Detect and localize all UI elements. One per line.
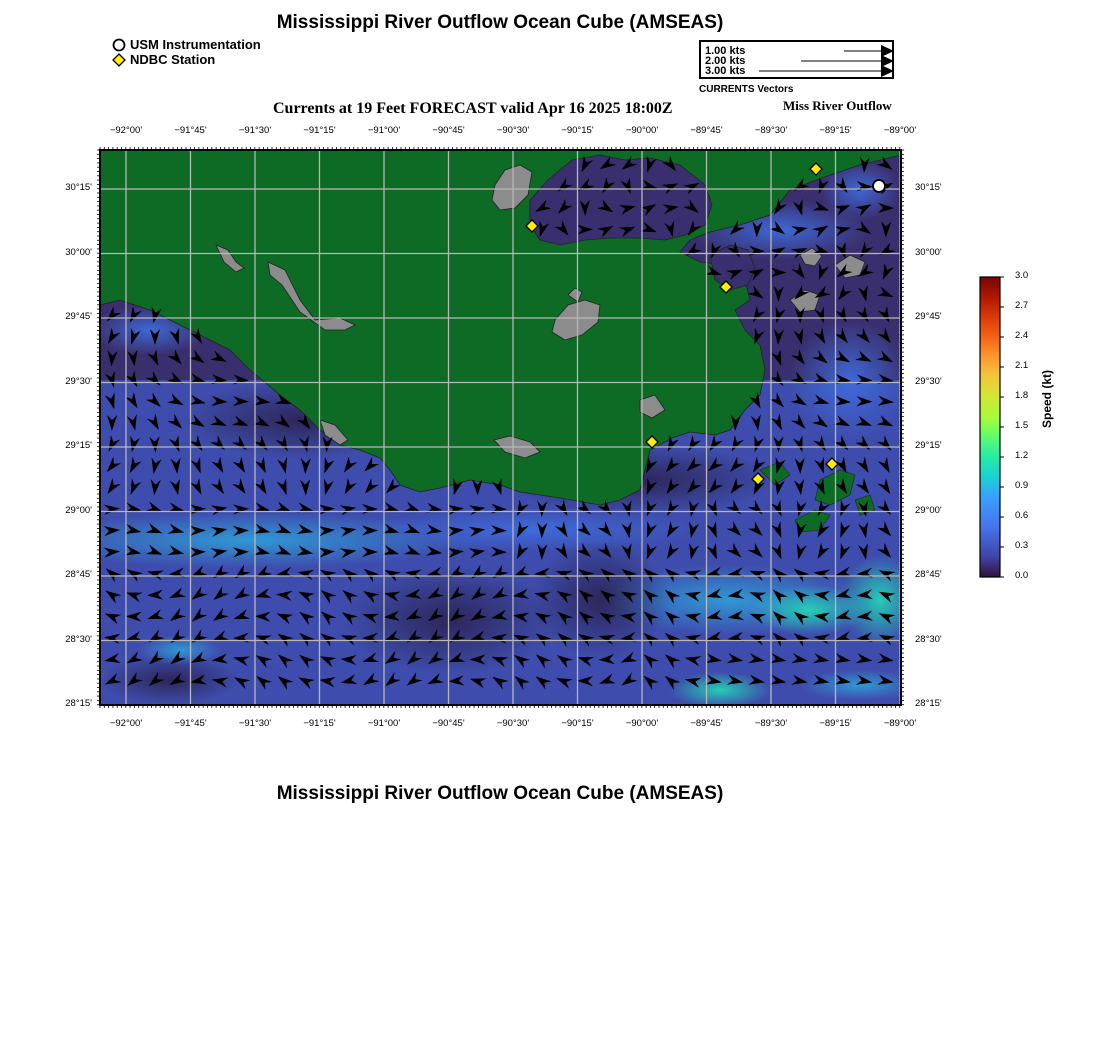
colorbar-tick-label: 0.6 <box>1015 510 1029 521</box>
lon-tick-label: −91°30' <box>238 718 272 729</box>
lat-tick-label: 30°00' <box>915 246 942 258</box>
lon-tick-label: −91°45' <box>174 125 207 136</box>
lon-tick-label: −92°00' <box>109 125 143 136</box>
speed-colorbar <box>975 272 1005 582</box>
main-title: Mississippi River Outflow Ocean Cube (AMSEAS) <box>276 12 724 33</box>
lat-tick-label: 28°15' <box>65 698 92 709</box>
lat-tick-label: 30°15' <box>915 182 942 193</box>
lat-tick-label: 28°45' <box>65 569 92 580</box>
lon-tick-label: −89°00' <box>883 125 917 136</box>
usm-station[interactable] <box>873 180 885 192</box>
lat-tick-label: 29°15' <box>915 440 942 451</box>
lon-tick-label: −89°45' <box>690 718 723 729</box>
usm-circle-icon <box>112 38 126 52</box>
lon-tick-label: −90°15' <box>561 718 594 729</box>
vector-legend <box>699 40 894 79</box>
ndbc-diamond-icon <box>112 53 126 67</box>
footer-title: Mississippi River Outflow Ocean Cube (AMSEAS) <box>276 783 724 804</box>
lon-tick-label: −91°30' <box>238 125 272 136</box>
colorbar-tick-label: 3.0 <box>1015 270 1029 281</box>
lon-tick-label: −89°30' <box>754 125 788 136</box>
currents-map <box>97 147 905 709</box>
colorbar-tick-label: 1.5 <box>1015 420 1029 431</box>
lat-tick-label: 28°15' <box>915 698 942 709</box>
lon-tick-label: −90°00' <box>625 125 659 136</box>
lon-tick-label: −89°15' <box>819 718 852 729</box>
lon-tick-label: −91°00' <box>367 125 401 136</box>
colorbar-tick-label: 0.3 <box>1015 540 1029 551</box>
colorbar-tick-label: 2.1 <box>1015 360 1029 371</box>
lat-tick-label: 29°45' <box>65 311 92 322</box>
lon-tick-label: −89°00' <box>883 718 917 729</box>
vector-legend-entry-2: 2.00 kts <box>705 55 746 67</box>
colorbar-tick-label: 0.0 <box>1015 570 1029 581</box>
lat-tick-label: 29°30' <box>915 375 942 387</box>
colorbar-title: Speed (kt) <box>1040 369 1054 428</box>
colorbar-tick-label: 2.4 <box>1015 330 1029 341</box>
colorbar-tick-label: 2.7 <box>1015 300 1029 311</box>
lat-tick-label: 28°30' <box>915 633 942 645</box>
lon-tick-label: −89°15' <box>819 125 852 136</box>
lon-tick-label: −90°30' <box>496 125 530 136</box>
lat-tick-label: 29°45' <box>915 311 942 322</box>
lon-tick-label: −92°00' <box>109 718 143 729</box>
vector-legend-entry-3: 3.00 kts <box>705 65 746 77</box>
lon-tick-label: −91°00' <box>367 718 401 729</box>
lon-tick-label: −91°15' <box>303 125 336 136</box>
lon-tick-label: −89°30' <box>754 718 788 729</box>
lon-tick-label: −89°45' <box>690 125 723 136</box>
colorbar-tick-label: 1.8 <box>1015 390 1029 401</box>
lon-tick-label: −90°30' <box>496 718 530 729</box>
lon-tick-label: −90°00' <box>625 718 659 729</box>
vector-legend-title: CURRENTS Vectors <box>699 84 794 95</box>
vector-legend-entry-1: 1.00 kts <box>705 45 746 57</box>
colorbar-tick-label: 0.9 <box>1015 480 1029 491</box>
lon-tick-label: −91°45' <box>174 718 207 729</box>
region-label: Miss River Outflow <box>783 98 892 113</box>
usm-legend-label: USM Instrumentation <box>130 37 261 52</box>
lon-tick-label: −91°15' <box>303 718 336 729</box>
lon-tick-label: −90°15' <box>561 125 594 136</box>
lat-tick-label: 28°30' <box>65 633 92 645</box>
forecast-subtitle: Currents at 19 Feet FORECAST valid Apr 16 2025 18:00Z <box>273 100 673 117</box>
vector-legend-arrows <box>701 42 896 81</box>
lat-tick-label: 30°15' <box>65 182 92 193</box>
lat-tick-label: 29°30' <box>65 375 92 387</box>
lon-tick-label: −90°45' <box>432 125 465 136</box>
lat-tick-label: 30°00' <box>65 246 92 258</box>
lon-tick-label: −90°45' <box>432 718 465 729</box>
lat-tick-label: 29°15' <box>65 440 92 451</box>
lat-tick-label: 28°45' <box>915 569 942 580</box>
lat-tick-label: 29°00' <box>915 504 942 516</box>
colorbar-tick-label: 1.2 <box>1015 450 1029 461</box>
ndbc-legend-label: NDBC Station <box>130 52 216 67</box>
lat-tick-label: 29°00' <box>65 504 92 516</box>
